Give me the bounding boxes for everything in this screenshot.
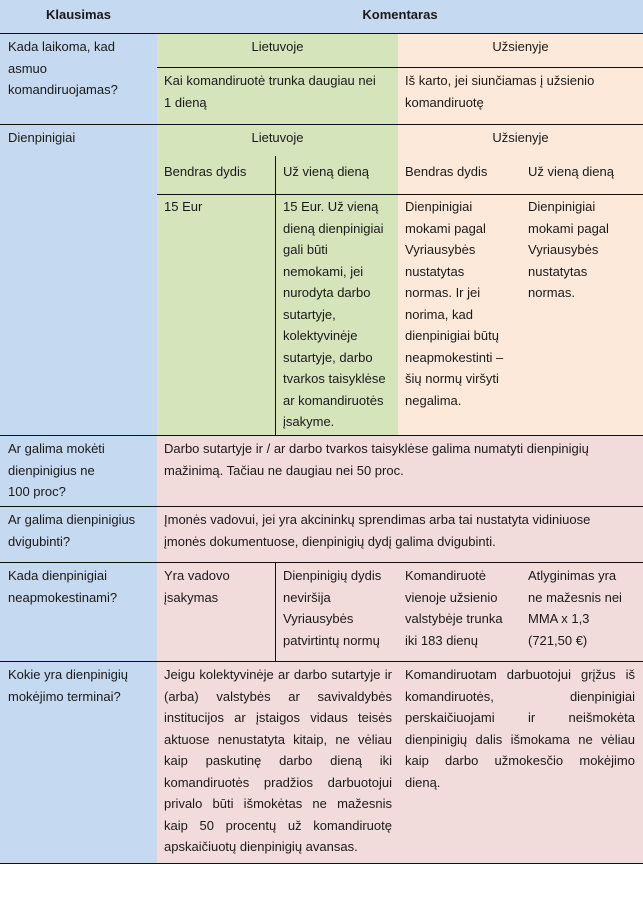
divider bbox=[0, 863, 643, 864]
r4-answer: Įmonės vadovui, jei yra akcininkų sprendimas arba tai nustatyta vidiniuose įmonės dokumentuose, dienpinigių dydį galima dvigubinti. bbox=[164, 512, 591, 549]
r2-ab-general: Dienpinigiai mokami pagal Vyriausybės nustatytas normas. Ir jei norima, kad dienpinigiai būtų neapmokestinti – šių normų viršyti negalima. bbox=[405, 199, 504, 408]
divider bbox=[0, 33, 643, 34]
r5-condition-3: Komandiruotė vienoje užsienio valstybėje trunka iki 183 dienų bbox=[405, 568, 503, 648]
r3-answer: Darbo sutartyje ir / ar darbo tvarkos taisyklėse galima numatyti dienpinigių mažinimą. Tačiau ne daugiau nei 50 proc. bbox=[164, 441, 589, 478]
r5-question: Kada dienpinigiai neapmokestinami? bbox=[8, 568, 118, 605]
divider bbox=[0, 124, 643, 125]
r1-lt-text: Kai komandiruotė trunka daugiau nei 1 dieną bbox=[164, 73, 376, 110]
r6-question: Kokie yra dienpinigių mokėjimo terminai? bbox=[8, 667, 128, 704]
divider bbox=[157, 67, 643, 68]
divider bbox=[0, 435, 643, 436]
r3-question: Ar galima mokėti dienpinigius ne 100 proc? bbox=[8, 441, 105, 499]
r2-ab-daily: Dienpinigiai mokami pagal Vyriausybės nustatytas normas. bbox=[528, 199, 609, 300]
r2-ab-daily-head: Už vieną dieną bbox=[528, 164, 614, 179]
r2-lt-daily: 15 Eur. Už vieną dieną dienpinigiai gali būti nemokami, jei nurodyta darbo sutartyje, kolektyvinėje sutartyje, darbo tvarkos taisyklėse ar komandiruotės įsakyme. bbox=[283, 199, 386, 429]
r5-condition-2: Dienpinigių dydis neviršija Vyriausybės patvirtintų normų bbox=[283, 568, 382, 648]
r4-question: Ar galima dienpinigius dvigubinti? bbox=[8, 512, 136, 549]
divider bbox=[0, 506, 643, 507]
r6-right-answer: Komandiruotam darbuotojui grįžus iš komandiruotės, dienpinigiai perskaičiuojami ir neišmokėta dienpinigių dalis išmokama ne vėliau kaip darbo užmokesčio mokėjimo dieną. bbox=[405, 667, 635, 790]
r5-condition-4: Atlyginimas yra ne mažesnis nei MMA x 1,3 (721,50 €) bbox=[528, 568, 622, 648]
r2-lt-label: Lietuvoje bbox=[251, 130, 304, 145]
divider bbox=[275, 156, 276, 435]
r2-lt-daily-head: Už vieną dieną bbox=[283, 164, 369, 179]
r1-question: Kada laikoma, kad asmuo komandiruojamas? bbox=[8, 39, 118, 97]
r2-question: Dienpinigiai bbox=[8, 130, 76, 145]
r1-lt-label: Lietuvoje bbox=[251, 39, 304, 54]
r1-abroad-text: Iš karto, jei siunčiamas į užsienio komandiruotę bbox=[405, 73, 595, 110]
r6-left-answer: Jeigu kolektyvinėje ar darbo sutartyje ir (arba) valstybės ar savivaldybės institucijos ar įstaigos vidaus teisės aktuose nenustatyta kitaip, ne vėliau kaip paskutinę darbo dieną iki komandiruotės pradžios darbuotojui privalo būti išmokėtas ne mažesnis kaip 50 procentų už komandiruotę apskaičiuotų dienpinigių avansas. bbox=[164, 667, 392, 854]
header-klausimas: Klausimas bbox=[45, 7, 112, 22]
r2-lt-general: 15 Eur bbox=[164, 199, 203, 214]
divider bbox=[0, 562, 643, 563]
r5-condition-1: Yra vadovo įsakymas bbox=[164, 568, 230, 605]
r2-abroad-label: Užsienyje bbox=[492, 130, 549, 145]
header-komentaras: Komentaras bbox=[362, 7, 438, 22]
divider bbox=[0, 661, 643, 662]
divider bbox=[275, 562, 276, 661]
r2-lt-general-head: Bendras dydis bbox=[164, 164, 247, 179]
r1-abroad-label: Užsienyje bbox=[492, 39, 549, 54]
divider bbox=[157, 194, 643, 195]
r2-ab-general-head: Bendras dydis bbox=[405, 164, 488, 179]
